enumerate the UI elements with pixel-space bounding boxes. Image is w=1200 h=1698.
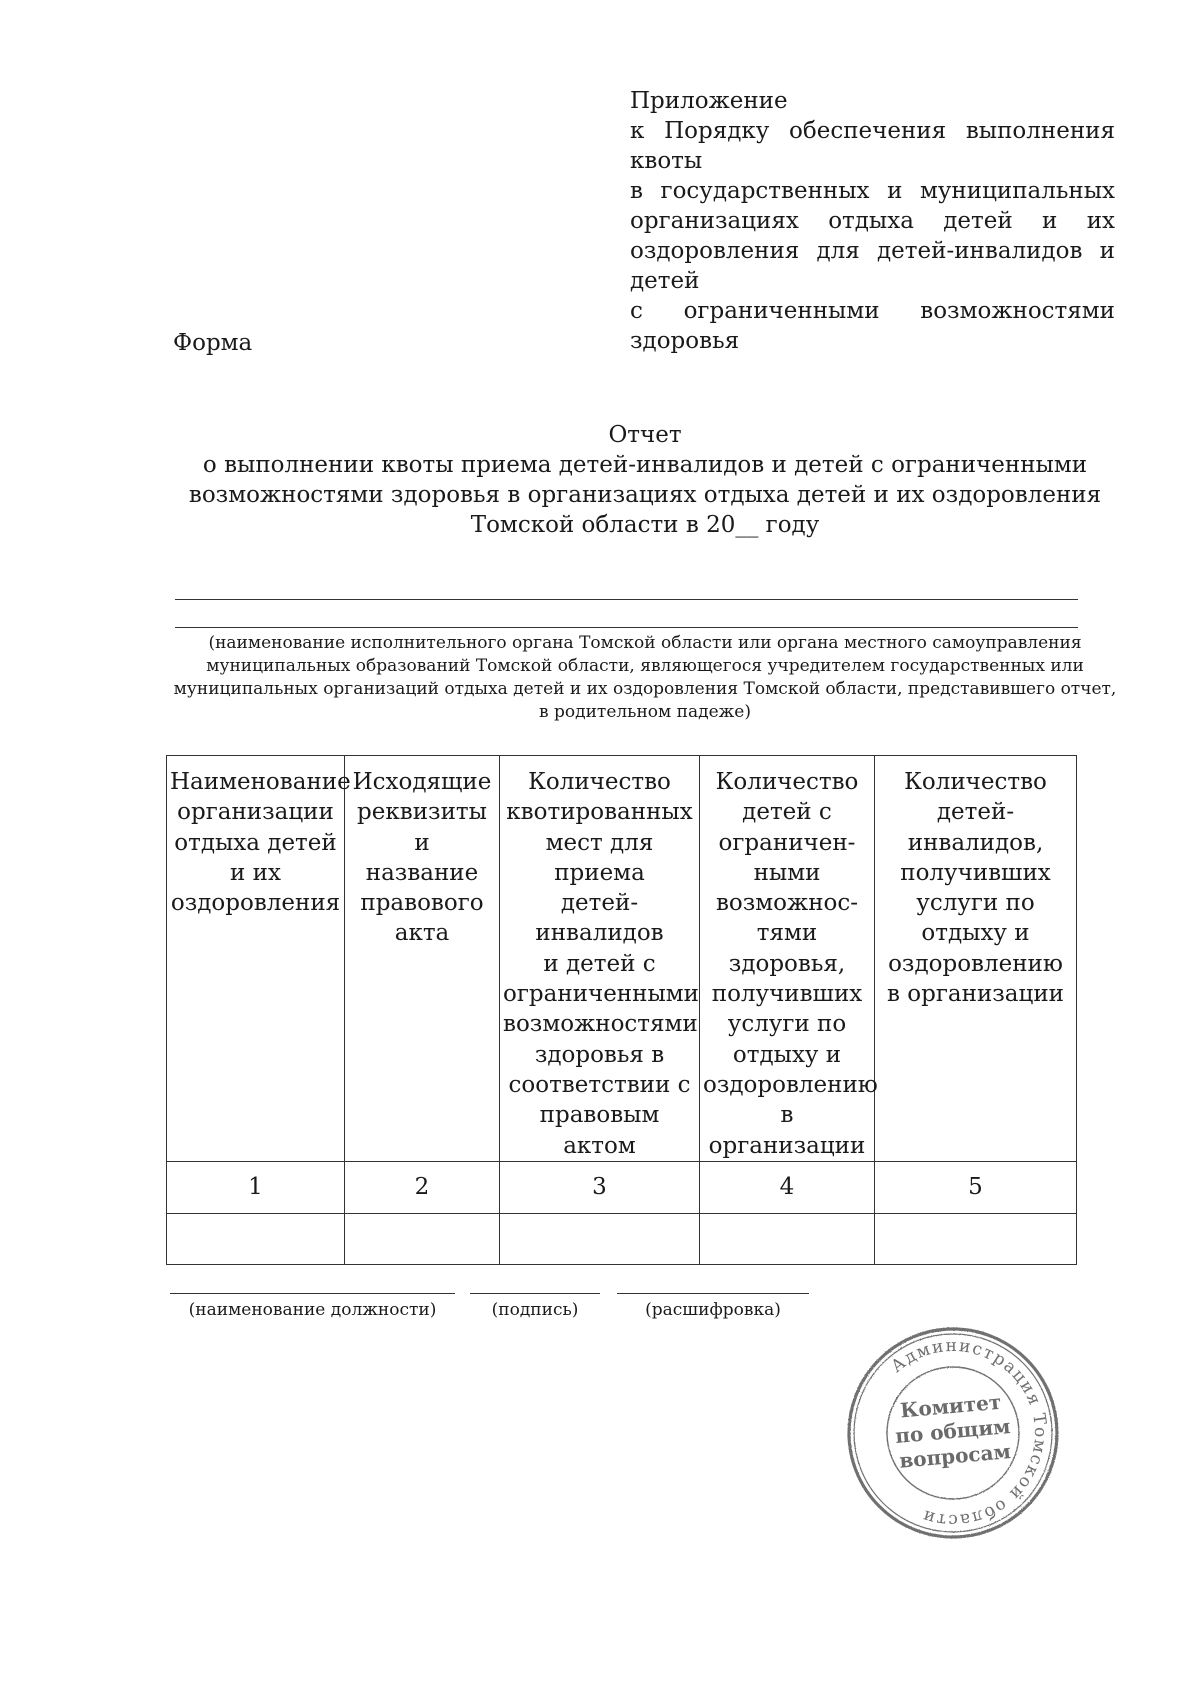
header-cell-line: Исходящие [352, 769, 492, 795]
report-table [166, 755, 1077, 1265]
appendix-line: оздоровления для детей-инвалидов и детей [630, 238, 1115, 294]
header-cell-line: и детей с [543, 950, 656, 977]
header-cell-line: получивших [900, 859, 1051, 886]
header-cell-line: Количество [904, 769, 1047, 795]
header-cell-line: детей- [936, 799, 1015, 826]
header-cell-line: Количество [528, 769, 671, 795]
column-number: 2 [345, 1161, 500, 1213]
table-cell[interactable] [500, 1213, 700, 1264]
header-cell-line: получивших [711, 981, 863, 1008]
organ-name-blank-line[interactable] [175, 627, 1078, 628]
stamp-ring-text: Администрация Томской области [887, 1335, 1051, 1531]
header-cell-line: мест для приема [545, 829, 654, 886]
header-cell-line: название [365, 859, 479, 886]
column-number: 4 [700, 1161, 875, 1213]
header-cell-line: Наименование [170, 769, 351, 795]
header-cell-line: инвалидов [535, 920, 664, 947]
header-cell [345, 756, 500, 1162]
appendix-line: к Порядку обеспечения выполнения квоты [630, 118, 1115, 174]
header-cell-line: в организации [887, 981, 1064, 1008]
caption-line: (наименование исполнительного органа Томской области или органа местного самоуправления [208, 633, 1082, 653]
header-cell-line: ограничен- [718, 829, 856, 856]
header-cell [167, 756, 351, 1162]
header-cell-line: реквизиты и [357, 799, 487, 856]
header-cell [700, 756, 878, 1162]
column-number: 1 [167, 1161, 345, 1213]
table-cell[interactable] [345, 1213, 500, 1264]
position-caption: (наименование должности) [188, 1300, 437, 1320]
table-cell[interactable] [875, 1213, 1077, 1264]
table-cell[interactable] [167, 1213, 345, 1264]
header-cell-line: детей с [742, 799, 832, 826]
report-subtitle-line: возможностями здоровья в организациях отдыха детей и их оздоровления [188, 482, 1102, 508]
appendix-line: с ограниченными возможностями здоровья [630, 298, 1115, 354]
header-cell-line: возможностями [503, 1011, 698, 1038]
signature-caption: (подпись) [491, 1300, 579, 1320]
organ-name-caption [150, 632, 1140, 724]
decoding-caption: (расшифровка) [645, 1300, 781, 1320]
caption-line: муниципальных организаций отдыха детей и их оздоровления Томской области, представившего отчет, [173, 679, 1117, 699]
header-cell-line: соответствии с [508, 1071, 691, 1098]
header-cell-line: услуги по [727, 1011, 847, 1038]
stamp-center-line: по общим [894, 1414, 1012, 1448]
header-cell-line: оздоровлению [888, 950, 1063, 977]
header-cell-line: отдыха детей [174, 829, 337, 856]
column-number: 3 [500, 1161, 700, 1213]
table-cell[interactable] [700, 1213, 875, 1264]
header-cell-line: оздоровлению [703, 1071, 878, 1098]
signature-line[interactable] [470, 1293, 600, 1294]
report-heading: Отчет [608, 422, 682, 448]
header-cell-line: Количество [715, 769, 859, 795]
appendix-line: организациях отдыха детей и их [630, 208, 1115, 234]
header-cell-line: организации [177, 799, 334, 826]
header-cell-line: здоровья, [728, 950, 846, 977]
header-cell-line: акта [394, 920, 450, 947]
header-cell [500, 756, 700, 1162]
column-number: 5 [875, 1161, 1077, 1213]
appendix-line: Приложение [630, 88, 788, 114]
table-row [167, 1213, 1077, 1264]
position-line[interactable] [170, 1293, 455, 1294]
header-cell-line: квотированных [506, 799, 693, 826]
report-subtitle-line: о выполнении квоты приема детей-инвалидов и детей с ограниченными [202, 452, 1088, 478]
header-cell-line: отдыху и [921, 920, 1030, 947]
header-cell [875, 756, 1077, 1162]
caption-line: в родительном падеже) [539, 702, 751, 722]
header-cell-line: возможнос- [715, 890, 859, 917]
header-cell-line: здоровья в [534, 1041, 665, 1068]
header-cell-line: детей- [560, 890, 639, 917]
header-cell-line: ограниченными [503, 981, 699, 1008]
official-stamp [845, 1325, 1061, 1541]
header-cell-line: отдыху и [732, 1041, 842, 1068]
header-cell-line: и их [230, 859, 281, 886]
caption-line: муниципальных образований Томской области, являющегося учредителем государственных или [206, 656, 1084, 676]
header-cell-line: в организации [708, 1102, 866, 1159]
header-cell-line: правового [360, 890, 484, 917]
appendix-block [630, 86, 1115, 356]
header-cell-line: тями [756, 920, 818, 947]
table-header-row [167, 756, 1077, 1162]
organ-name-blank-line[interactable] [175, 599, 1078, 600]
header-cell-line: правовым актом [539, 1102, 660, 1159]
appendix-line: в государственных и муниципальных [630, 178, 1115, 204]
form-label: Форма [173, 330, 253, 356]
decoding-line[interactable] [617, 1293, 809, 1294]
header-cell-line: ными [753, 859, 821, 886]
report-title [150, 420, 1140, 540]
stamp-center-line: Комитет [899, 1389, 1003, 1423]
column-number-row [167, 1161, 1077, 1213]
header-cell-line: инвалидов, [907, 829, 1044, 856]
report-subtitle-line: Томской области в 20__ году [470, 512, 820, 538]
header-cell-line: услуги по [916, 890, 1035, 917]
header-cell-line: оздоровления [170, 890, 341, 917]
stamp-center-line: вопросам [898, 1439, 1012, 1473]
